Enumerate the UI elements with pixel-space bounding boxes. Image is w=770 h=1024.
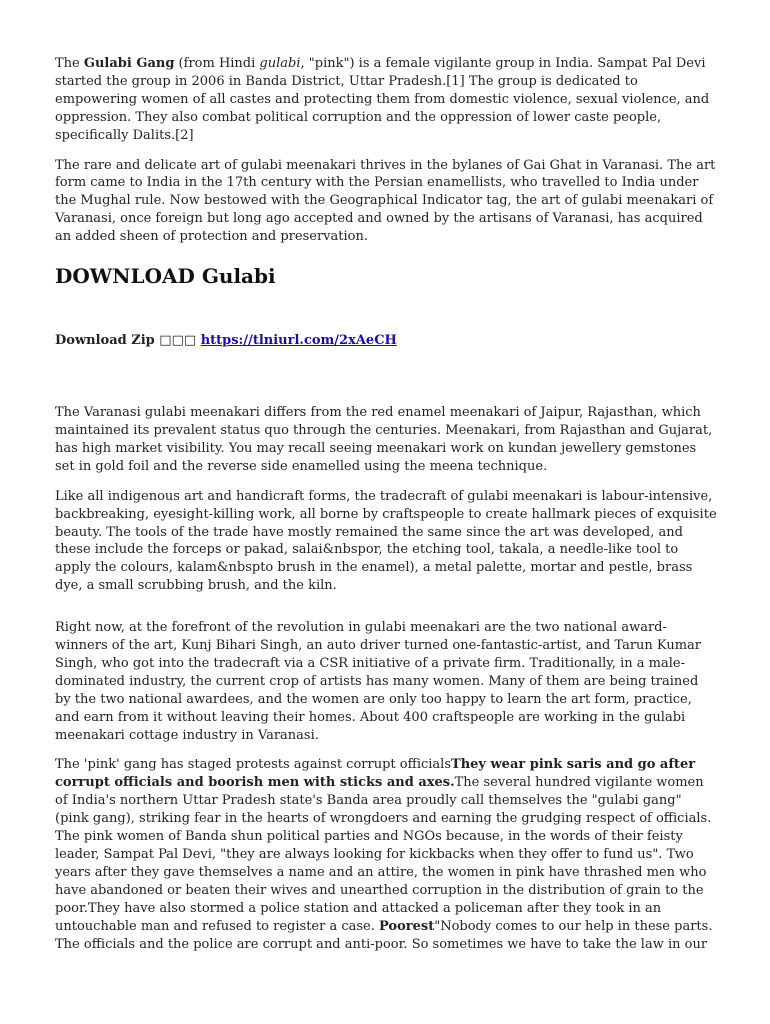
download-label: Download Zip [55, 333, 155, 349]
paragraph-award-winners: Right now, at the forefront of the revolution in gulabi meenakari are the two national award-winners of the art, Kunj Bihari Singh, an auto driver turned one-fantastic-artist, and Tarun Kumar Singh, who got into the tradecraft via a CSR initiative of a private firm. Traditionally, in a male-dominated industry, the current crop of artists has many women. Many of them are being trained by the two national awardees, and the women are only too happy to learn the art form, practice, and earn from it without leaving their homes. About 400 craftspeople are working in the gulabi meenakari cottage industry in Varanasi. [55, 620, 702, 743]
glyph-boxes: □□□ [159, 333, 197, 349]
text-run: The 'pink' gang has staged protests against corrupt officials [55, 757, 452, 773]
download-heading: DOWNLOAD Gulabi [55, 264, 276, 289]
text-run: The several hundred vigilante women of India's northern Uttar Pradesh state's Banda area proudly call themselves the "gulabi gang" (pink gang), striking fear in the hearts of wrongdoers and earning the grudging respect of officials. The pink women of Banda shun political parties and NGOs because, in the words of their feisty leader, Sampat Pal Devi, "they are always looking for kickbacks when they offer to fund us". Two years after they gave themselves a name and an attire, the women in pink have thrashed men who have abandoned or beaten their wives and unearthed corruption in the distribution of grain to the poor.They have also stormed a police station and attacked a policeman after they took in an untouchable man and refused to register a case. [55, 775, 712, 934]
bold-text: Poorest [379, 918, 435, 934]
paragraph-varanasi-meenakari: The Varanasi gulabi meenakari differs from the red enamel meenakari of Jaipur, Rajasthan, which maintained its prevalent status quo through the centuries. Meenakari, from Rajasthan and Gujarat, has high market visibility. You may recall seeing meenakari work on kundan jewellery gemstones set in gold foil and the reverse side enamelled using the meena technique. [55, 405, 713, 474]
paragraph-pink-gang [55, 756, 717, 953]
text-run: "Nobody comes to our help in these parts. The officials and the police are corrupt and anti-poor. So sometimes we have to take the law in our [55, 918, 713, 952]
bold-term: Gulabi Gang [83, 56, 175, 71]
bold-text: They wear pink saris and go after corrupt officials and boorish men with sticks and axes. [55, 757, 696, 791]
paragraph-tradecraft: Like all indigenous art and handicraft forms, the tradecraft of gulabi meenakari is labour-intensive, backbreaking, eyesight-killing work, all borne by craftspeople to create hallmark pieces of exquisite beauty. The tools of the trade have mostly remained the same since the art was developed, and these include the forceps or pakad, salai&nbspor, the etching tool, takala, a needle-like tool to apply the colours, kalam&nbspto brush in the enamel), a metal palette, mortar and pestle, brass dye, a small scrubbing brush, and the kiln. [55, 488, 717, 594]
document-body [55, 55, 717, 965]
text-run: , "pink") is a female vigilante group in India. Sampat Pal Devi started the group in 2006 in Banda District, Uttar Pradesh.[1] The group is dedicated to empowering women of all castes and protecting them from domestic violence, sexual violence, and oppression. They also combat political corruption and the oppression of lower caste people, specifically Dalits.[2] [55, 56, 710, 143]
text-run: The [55, 56, 84, 71]
download-link[interactable]: https://tlniurl.com/2xAeCH [200, 333, 397, 349]
italic-term: gulabi [259, 56, 301, 71]
text-run: (from Hindi [174, 56, 260, 71]
paragraph-meenakari-origin: The rare and delicate art of gulabi meenakari thrives in the bylanes of Gai Ghat in Varanasi. The art form came to India in the 17th century with the Persian enamellists, who travelled to India under the Mughal rule. Now bestowed with the Geographical Indicator tag, the art of gulabi meenakari of Varanasi, once foreign but long ago accepted and owned by the artisans of Varanasi, has acquired an added sheen of protection and preservation. [55, 157, 716, 245]
paragraph-intro [55, 55, 717, 145]
download-line [55, 332, 717, 350]
